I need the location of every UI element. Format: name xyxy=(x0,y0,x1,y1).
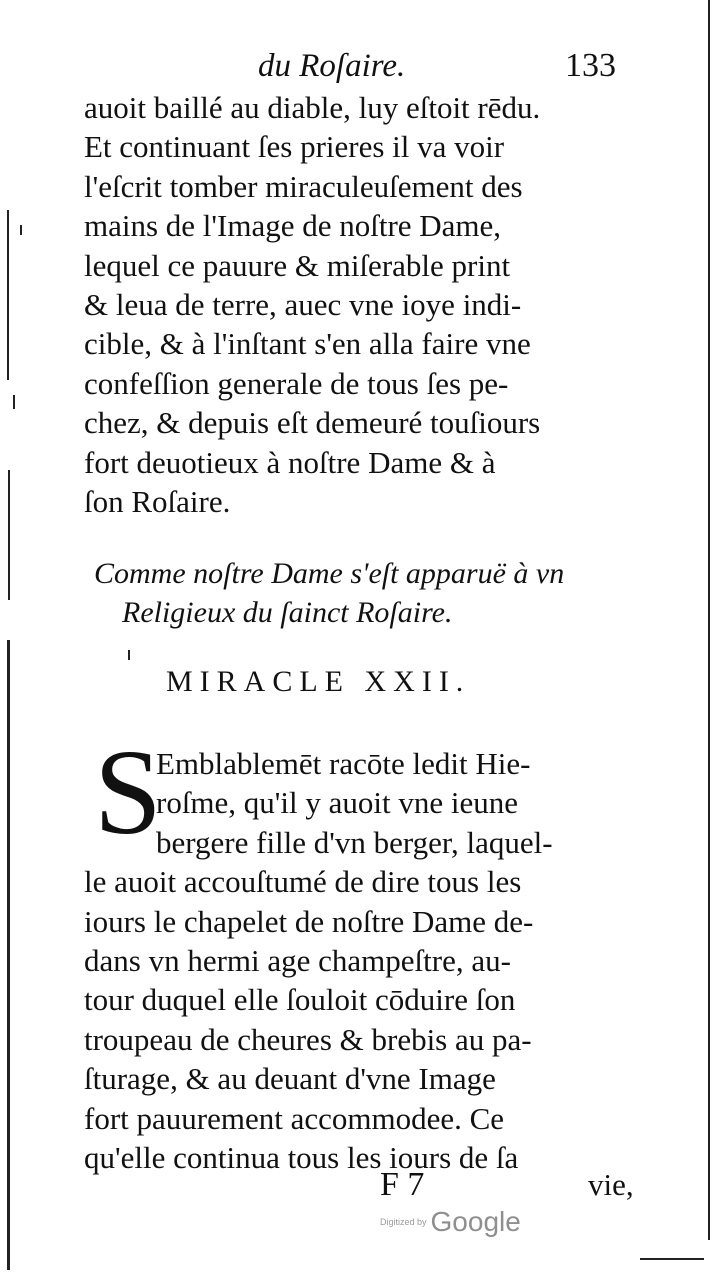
signature-mark: F 7 xyxy=(380,1166,425,1203)
page-number: 133 xyxy=(565,47,616,84)
body-text-top xyxy=(84,88,644,521)
gutter-mark xyxy=(8,470,10,600)
gutter-mark xyxy=(20,225,22,235)
section-caption xyxy=(94,554,654,632)
body-text-bottom xyxy=(84,744,644,1177)
text-line: cible, & à l'inſtant s'en alla faire vne xyxy=(84,326,531,362)
gutter-mark xyxy=(708,0,710,1240)
text-line: ſturage, & au deuant d'vne Image xyxy=(84,1061,496,1097)
text-line: l'eſcrit tomber miraculeuſement des xyxy=(84,168,523,204)
text-line: ſon Roſaire. xyxy=(84,483,231,519)
text-line: le auoit accouſtumé de dire tous les xyxy=(84,864,522,900)
text-line: roſme, qu'il y auoit vne ieune xyxy=(156,785,518,821)
text-line: Emblablemēt racōte ledit Hie- xyxy=(156,746,531,781)
page-footer xyxy=(0,1165,718,1205)
text-line: mains de l'Image de noſtre Dame, xyxy=(84,208,502,244)
caption-line: Religieux du ſainct Roſaire. xyxy=(122,596,453,629)
text-line: auoit baillé au diable, luy eſtoit rēdu. xyxy=(84,90,541,125)
caption-line: Comme noſtre Dame s'eſt apparuë à vn xyxy=(94,557,565,590)
scan-edge-line xyxy=(640,1258,704,1260)
text-line: chez, & depuis eſt demeuré touſiours xyxy=(84,405,541,441)
digitized-by-label: Digitized by xyxy=(380,1217,427,1227)
catchword: vie, xyxy=(588,1167,634,1202)
text-line: confeſſion generale de tous ſes pe- xyxy=(84,365,509,401)
text-line: fort deuotieux à noſtre Dame & à xyxy=(84,444,496,480)
text-line: iours le chapelet de noſtre Dame de- xyxy=(84,903,534,939)
gutter-mark xyxy=(7,210,9,380)
running-head: du Roſaire. xyxy=(258,48,406,84)
text-line: qu'elle continua tous les iours de ſa xyxy=(84,1139,519,1175)
text-line: troupeau de cheures & brebis au pa- xyxy=(84,1021,532,1057)
page-header xyxy=(0,46,718,86)
google-logo: Google xyxy=(430,1206,521,1237)
text-line: fort pauurement accommodee. Ce xyxy=(84,1100,505,1136)
chapter-heading: MIRACLE XXII. xyxy=(166,665,471,698)
gutter-mark xyxy=(7,640,10,1270)
text-line: lequel ce pauure & miſerable print xyxy=(84,247,511,283)
text-line: & leua de terre, auec vne ioye indi- xyxy=(84,286,522,322)
text-line: tour duquel elle ſouloit cōduire ſon xyxy=(84,982,516,1018)
digitized-watermark xyxy=(380,1206,521,1246)
gutter-mark xyxy=(13,395,15,409)
gutter-mark xyxy=(128,650,130,660)
drop-cap-initial: S xyxy=(94,725,162,860)
text-line: dans vn hermi age champeſtre, au- xyxy=(84,942,511,978)
text-line: Et continuant ſes prieres il va voir xyxy=(84,129,505,165)
text-line: bergere fille d'vn berger, laquel- xyxy=(156,824,553,860)
